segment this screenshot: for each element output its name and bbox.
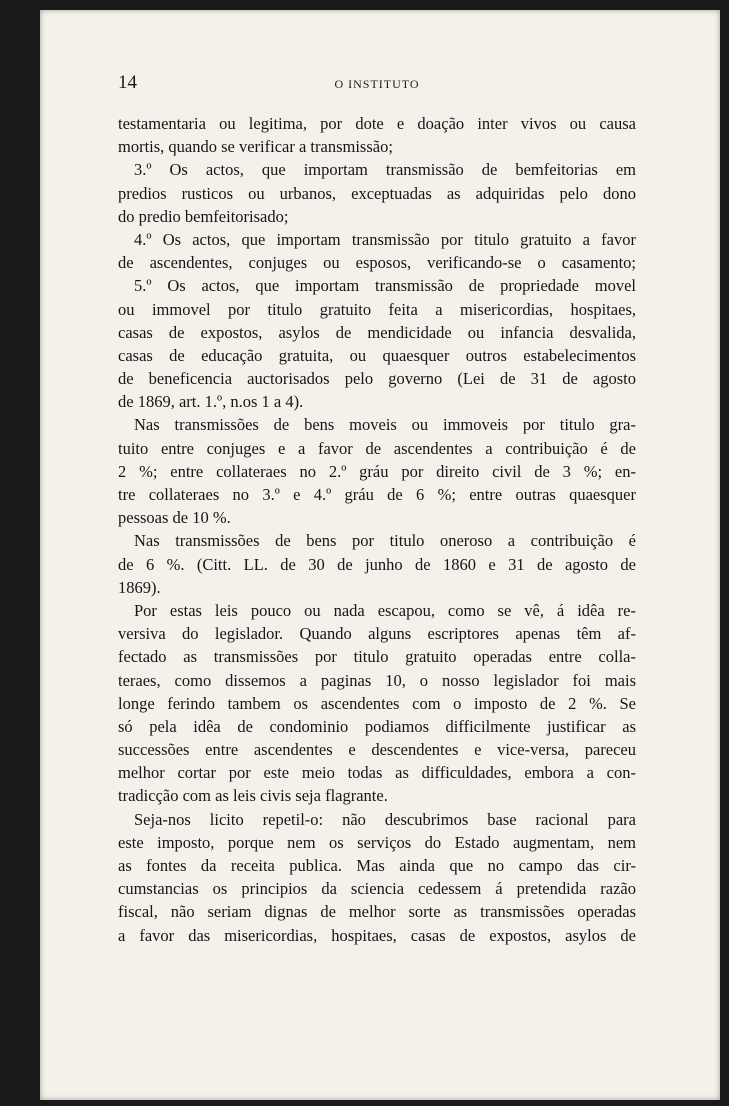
text-line: longe ferindo tambem os ascendentes com o imposto de 2 %. Se: [118, 693, 636, 713]
text-line: 5.º Os actos, que importam transmissão de propriedade movel: [134, 276, 636, 296]
text-line: cumstancias os principios da sciencia cedessem á pretendida razão: [118, 879, 636, 899]
text-line: casas de educação gratuita, ou quaesquer outros estabelecimentos: [118, 345, 636, 365]
text-line: 4.º Os actos, que importam transmissão por titulo gratuito a favor: [134, 229, 636, 249]
text-line: tre collateraes no 3.º e 4.º gráu de 6 %; entre outras quaesquer: [118, 485, 636, 504]
running-head: O INSTITUTO: [334, 77, 420, 91]
text-line: 1869).: [118, 577, 161, 597]
text-line: de 1869, art. 1.º, n.os 1 a 4).: [118, 392, 304, 412]
text-line: teraes, como dissemos a paginas 10, o nosso legislador foi mais: [118, 670, 636, 690]
text-line: predios rusticos ou urbanos, exceptuadas as adquiridas pelo dono: [118, 183, 636, 203]
text-line: de ascendentes, conjuges ou esposos, verificando-se o casamento;: [118, 253, 636, 273]
body-text: [118, 112, 636, 947]
page-header: [118, 72, 636, 102]
text-line: Por estas leis pouco ou nada escapou, como se vê, á idêa re-: [134, 600, 636, 620]
text-line: 3.º Os actos, que importam transmissão de bemfeitorias em: [134, 160, 636, 180]
text-line: só pela idêa de condominio podiamos difficilmente justificar as: [118, 716, 636, 736]
text-line: este imposto, porque nem os serviços do Estado augmentam, nem: [118, 832, 636, 852]
text-line: successões entre ascendentes e descendentes e vice-versa, pareceu: [118, 740, 636, 760]
text-line: ou immovel por titulo gratuito feita a misericordias, hospitaes,: [118, 299, 636, 319]
text-line: tradicção com as leis civis seja flagrante.: [118, 786, 388, 806]
text-line: do predio bemfeitorisado;: [118, 206, 289, 226]
text-line: mortis, quando se verificar a transmissão;: [118, 137, 393, 157]
text-line: de 6 %. (Citt. LL. de 30 de junho de 1860 e 31 de agosto de: [118, 554, 636, 574]
text-line: a favor das misericordias, hospitaes, casas de expostos, asylos de: [118, 925, 636, 945]
text-line: testamentaria ou legitima, por dote e doação inter vivos ou causa: [118, 114, 636, 133]
text-line: pessoas de 10 %.: [118, 508, 231, 528]
text-line: as fontes da receita publica. Mas ainda que no campo das cir-: [118, 856, 636, 875]
text-line: de beneficencia auctorisados pelo governo (Lei de 31 de agosto: [118, 369, 636, 389]
text-line: 2 %; entre collateraes no 2.º gráu por direito civil de 3 %; en-: [118, 461, 636, 481]
page-number: 14: [118, 72, 137, 93]
text-line: tuito entre conjuges e a favor de ascendentes a contribuição é de: [118, 438, 636, 458]
text-line: fectado as transmissões por titulo gratuito operadas entre colla-: [118, 647, 636, 667]
text-line: Seja-nos licito repetil-o: não descubrimos base racional para: [134, 809, 636, 829]
text-line: melhor cortar por este meio todas as difficuldades, embora a con-: [118, 763, 636, 783]
text-line: casas de expostos, asylos de mendicidade ou infancia desvalida,: [118, 322, 636, 342]
text-line: versiva do legislador. Quando alguns escriptores apenas têm af-: [118, 624, 636, 644]
text-line: Nas transmissões de bens moveis ou immoveis por titulo gra-: [134, 415, 636, 435]
text-line: fiscal, não seriam dignas de melhor sorte as transmissões operadas: [118, 902, 636, 922]
text-line: Nas transmissões de bens por titulo oneroso a contribuição é: [134, 531, 636, 551]
